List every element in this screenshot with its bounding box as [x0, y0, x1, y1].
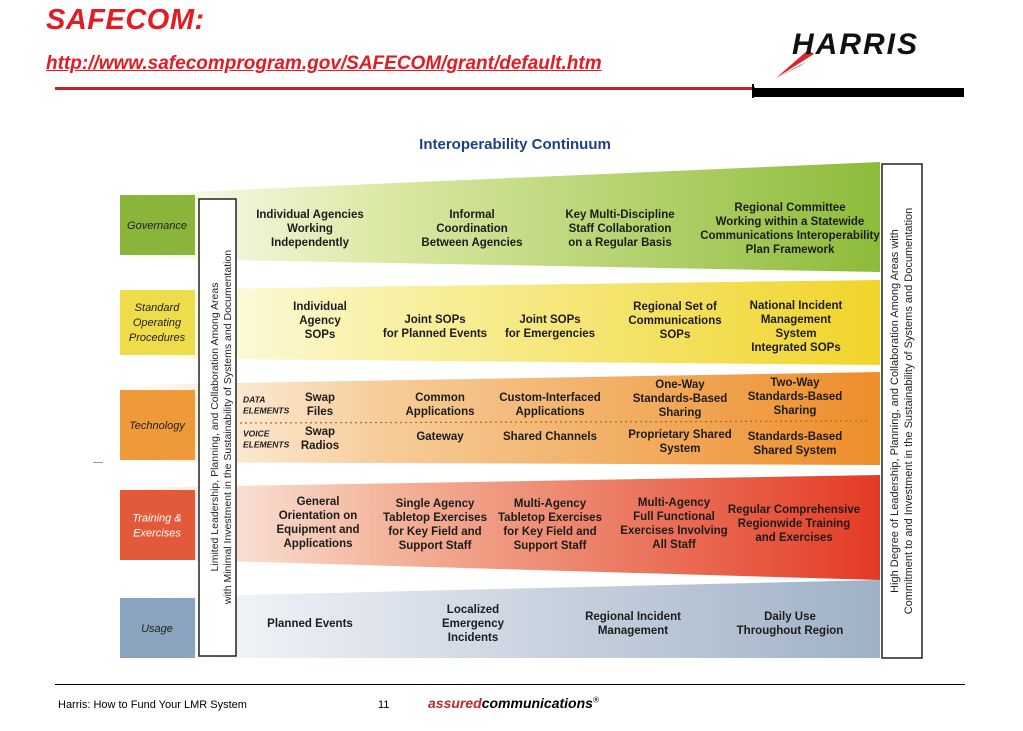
technology-voice-cell: Standards-Based — [747, 431, 843, 443]
sop-cell: Joint SOPs — [404, 314, 466, 326]
technology-voice-cell: Swap — [304, 426, 336, 438]
logo-swoosh-tail — [776, 62, 806, 78]
data-elements-label: DATA — [243, 394, 266, 405]
governance-cell: Key Multi-Discipline — [565, 209, 675, 221]
governance-cell: on a Regular Basis — [568, 237, 672, 249]
sop-cell: Agency — [299, 315, 341, 327]
category-labels — [127, 220, 187, 635]
sop-cell: Individual — [293, 301, 347, 313]
page-number: 11 — [378, 699, 390, 711]
technology-voice-cell: Shared Channels — [503, 431, 597, 443]
sop-cell: National Incident — [749, 300, 843, 312]
governance-cell: Working — [287, 223, 333, 235]
category-label-line: Usage — [141, 623, 173, 635]
technology-voice-cell: Gateway — [416, 431, 464, 443]
header-rule-red — [55, 87, 755, 90]
voice-elements-label: VOICE — [243, 428, 270, 439]
technology-voice-cell: Proprietary Shared — [628, 429, 732, 441]
footer-title: Harris: How to Fund Your LMR System — [58, 699, 247, 711]
category-label-line: Governance — [127, 220, 187, 232]
footer-rule — [55, 684, 965, 685]
harris-logo — [770, 28, 950, 86]
technology-data-cell: Standards-Based — [632, 393, 728, 405]
sop-cell: Communications — [628, 315, 722, 327]
logo-wordmark: HARRIS — [792, 28, 920, 61]
technology-data-cell: Sharing — [773, 405, 817, 417]
training-cell: All Staff — [652, 539, 696, 551]
right-bar-text-1: High Degree of Leadership, Planning, and Collaboration Among Areas with — [889, 229, 901, 593]
right-bar-text-2: Commitment to and Investment in the Sustainability of Systems and Documentation — [903, 207, 915, 615]
governance-cell: Coordination — [436, 223, 508, 235]
technology-data-cell: Applications — [405, 406, 475, 418]
usage-cell: Incidents — [447, 632, 499, 644]
category-label-line: Standard — [134, 302, 180, 314]
assured-communications-logo — [428, 695, 599, 711]
technology-voice-cell: Shared System — [753, 445, 837, 457]
training-cell: Support Staff — [513, 540, 587, 552]
page-title: SAFECOM: — [46, 4, 205, 36]
voice-elements-label: ELEMENTS — [243, 439, 290, 450]
usage-cell: Throughout Region — [736, 625, 844, 637]
training-cell: Support Staff — [398, 540, 472, 552]
training-cell: Regular Comprehensive — [727, 504, 861, 516]
sop-cell: System — [775, 328, 817, 340]
training-cell: for Key Field and — [503, 526, 597, 538]
training-cell: Orientation on — [278, 510, 358, 522]
governance-cell: Plan Framework — [745, 244, 835, 256]
sop-cell: for Emergencies — [504, 328, 596, 340]
governance-cell: Individual Agencies — [256, 209, 364, 221]
sop-cell: SOPs — [659, 329, 691, 341]
usage-cell: Regional Incident — [585, 611, 681, 623]
sop-cell: Regional Set of — [633, 301, 717, 313]
data-elements-label: ELEMENTS — [243, 405, 290, 416]
left-bar-text-1: Limited Leadership, Planning, and Collaboration Among Areas — [209, 282, 221, 572]
technology-data-cell: Two-Way — [770, 377, 820, 389]
right-continuum-bar — [882, 164, 922, 658]
training-cell: and Exercises — [755, 532, 833, 544]
training-cell: Single Agency — [395, 498, 475, 510]
category-training — [120, 490, 195, 560]
governance-cell: Between Agencies — [421, 237, 523, 249]
training-cell: Tabletop Exercises — [383, 512, 487, 524]
training-cell: General — [296, 496, 340, 508]
usage-cell: Emergency — [441, 618, 505, 630]
training-cell: Multi-Agency — [513, 498, 587, 510]
training-cell: Tabletop Exercises — [498, 512, 602, 524]
training-cell: Regionwide Training — [737, 518, 851, 530]
technology-data-cell: Files — [306, 406, 334, 418]
interoperability-continuum-diagram — [100, 120, 930, 670]
governance-cell: Communications Interoperability — [700, 230, 880, 242]
usage-cell: Planned Events — [267, 618, 353, 630]
sop-cell: Integrated SOPs — [751, 342, 841, 354]
category-label-line: Training & — [132, 512, 182, 525]
category-label-line: Procedures — [128, 332, 186, 344]
training-cell: Exercises Involving — [620, 525, 728, 537]
sop-cell: for Planned Events — [382, 328, 488, 340]
governance-cell: Staff Collaboration — [568, 223, 672, 235]
category-label-line: Exercises — [133, 527, 181, 540]
technology-data-cell: Applications — [515, 406, 585, 418]
training-cell: Applications — [283, 538, 353, 550]
usage-cell: Daily Use — [764, 611, 816, 623]
governance-cell: Regional Committee — [734, 202, 846, 214]
technology-data-cell: Custom-Interfaced — [499, 392, 601, 404]
header-rule-black — [752, 88, 964, 97]
left-bar-text-2: with Minimal Investment in the Sustainability of Systems and Documentation — [222, 249, 234, 605]
sop-cell: Joint SOPs — [519, 314, 581, 326]
training-cell: for Key Field and — [388, 526, 482, 538]
governance-cell: Working within a Statewide — [715, 216, 865, 228]
technology-voice-cell: Radios — [300, 440, 340, 452]
usage-cell: Localized — [446, 604, 500, 616]
technology-data-cell: Swap — [304, 392, 336, 404]
category-label-line: Technology — [129, 420, 185, 432]
training-cell: Full Functional — [633, 511, 715, 523]
technology-data-cell: Standards-Based — [747, 391, 843, 403]
brand-rest: communications — [481, 695, 593, 711]
governance-cell: Independently — [271, 237, 349, 249]
technology-voice-cell: System — [659, 443, 701, 455]
registered-mark: ® — [592, 695, 599, 705]
training-cell: Multi-Agency — [637, 497, 711, 509]
diagram-title: Interoperability Continuum — [419, 136, 611, 153]
usage-cell: Management — [597, 625, 669, 637]
technology-data-cell: Common — [415, 392, 465, 404]
technology-data-cell: One-Way — [655, 379, 705, 391]
sop-cell: Management — [760, 314, 832, 326]
training-cell: Equipment and — [276, 524, 360, 536]
technology-data-cell: Sharing — [658, 407, 702, 419]
brand-accent: assured — [428, 695, 482, 711]
safecom-grant-link[interactable]: http://www.safecomprogram.gov/SAFECOM/grant/default.htm — [46, 53, 602, 74]
sop-cell: SOPs — [304, 329, 336, 341]
governance-cell: Informal — [449, 209, 495, 221]
category-label-line: Operating — [132, 317, 182, 329]
